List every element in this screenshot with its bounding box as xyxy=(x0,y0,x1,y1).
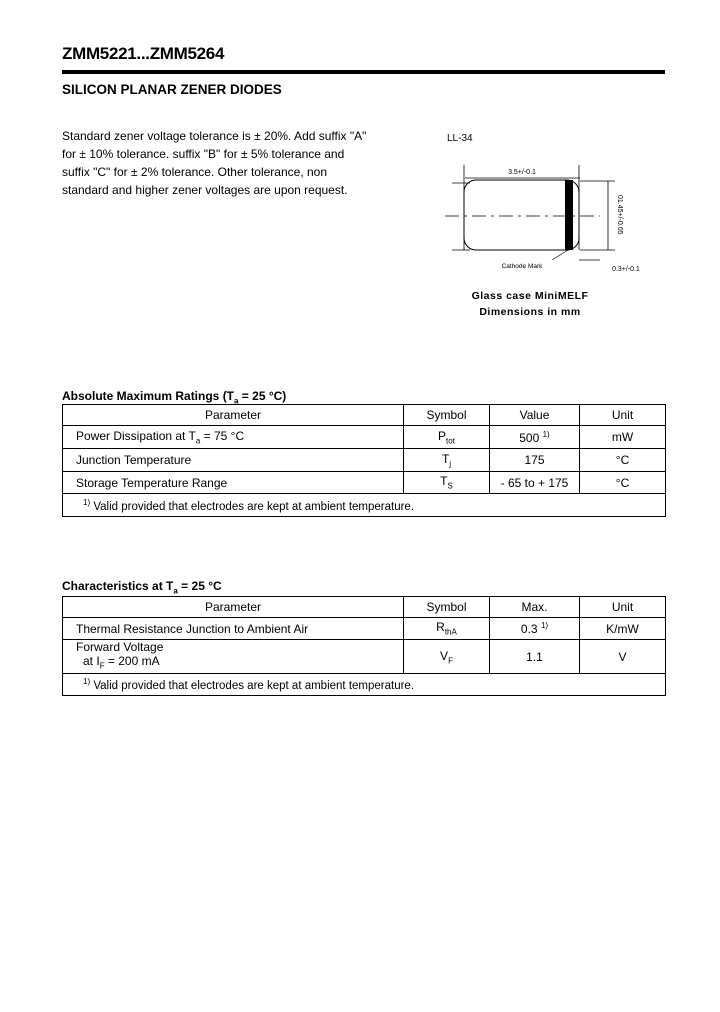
characteristics-table xyxy=(62,596,666,696)
table-row xyxy=(63,472,666,494)
subtitle: SILICON PLANAR ZENER DIODES xyxy=(62,82,282,97)
length-dim-label: 3.5+/-0.1 xyxy=(508,169,536,176)
symbol-cell: $P_{tot}$ xyxy=(404,426,490,449)
value-cell: 500 $^{1)}$ xyxy=(490,426,580,449)
intro-line: suffix "C" for ± 2% tolerance. Other tolerance, non xyxy=(62,165,328,179)
header-parameter: Parameter xyxy=(63,405,404,426)
table-row xyxy=(63,640,666,674)
footnote-row xyxy=(63,674,666,696)
header-symbol: Symbol xyxy=(404,597,490,618)
param-cell: Junction Temperature xyxy=(63,449,404,472)
package-diagram xyxy=(440,150,670,285)
caption-line1: Glass case MiniMELF xyxy=(471,290,589,302)
symbol-cell: $V_F$ xyxy=(404,640,490,674)
table-header-row xyxy=(63,405,666,426)
intro-line: standard and higher zener voltages are upon request. xyxy=(62,183,348,197)
symbol-cell: $T_S$ xyxy=(404,472,490,494)
symbol-cell: $T_j$ xyxy=(404,449,490,472)
page-title: ZMM5221...ZMM5264 xyxy=(62,44,225,63)
header-value: Value xyxy=(490,405,580,426)
intro-line: Standard zener voltage tolerance is ± 20%. Add suffix "A" xyxy=(62,129,367,143)
param-cell: Forward Voltage at $I_F = 200$ mA xyxy=(63,640,404,674)
param-cell: Thermal Resistance Junction to Ambient Air xyxy=(63,618,404,640)
footnote-cell: $^{1)}$ Valid provided that electrodes are kept at ambient temperature. xyxy=(63,674,666,696)
value-cell: 175 xyxy=(490,449,580,472)
cathode-label: Cathode Mark xyxy=(501,263,543,270)
unit-cell: K/mW xyxy=(580,618,666,640)
caption-line2: Dimensions in mm xyxy=(479,306,581,318)
diameter-dim-label: 01.45+/-0.05 xyxy=(616,195,623,235)
table-row xyxy=(63,618,666,640)
abs-max-heading: Absolute Maximum Ratings ($T_a = 25$ °C) xyxy=(62,389,287,406)
intro-line: for ± 10% tolerance. suffix "B" for ± 5% tolerance and xyxy=(62,147,345,161)
table-row xyxy=(63,426,666,449)
abs-max-table xyxy=(62,404,666,517)
package-name: LL-34 xyxy=(447,133,473,144)
header-symbol: Symbol xyxy=(404,405,490,426)
footnote-row xyxy=(63,494,666,517)
table-header-row xyxy=(63,597,666,618)
footnote-cell: $^{1)}$ Valid provided that electrodes are kept at ambient temperature. xyxy=(63,494,666,517)
table-row xyxy=(63,449,666,472)
header-unit: Unit xyxy=(580,405,666,426)
header-parameter: Parameter xyxy=(63,597,404,618)
characteristics-heading: Characteristics at $T_a = 25$ °C xyxy=(62,579,222,596)
symbol-cell: $R_{thA}$ xyxy=(404,618,490,640)
unit-cell: °C xyxy=(580,449,666,472)
package-caption xyxy=(462,288,598,320)
value-cell: 1.1 xyxy=(490,640,580,674)
unit-cell: mW xyxy=(580,426,666,449)
cathode-band xyxy=(565,180,573,250)
param-cell: Power Dissipation at $T_a = 75$ °C xyxy=(63,426,404,449)
unit-cell: °C xyxy=(580,472,666,494)
header-max: Max. xyxy=(490,597,580,618)
diode-body xyxy=(464,180,579,250)
value-cell: - 65 to + 175 xyxy=(490,472,580,494)
unit-cell: V xyxy=(580,640,666,674)
header-unit: Unit xyxy=(580,597,666,618)
cap-dim-label: 0.3+/-0.1 xyxy=(612,266,640,273)
title-rule xyxy=(62,70,665,74)
param-cell: Storage Temperature Range xyxy=(63,472,404,494)
intro-paragraph xyxy=(62,127,392,199)
value-cell: 0.3 $^{1)}$ xyxy=(490,618,580,640)
